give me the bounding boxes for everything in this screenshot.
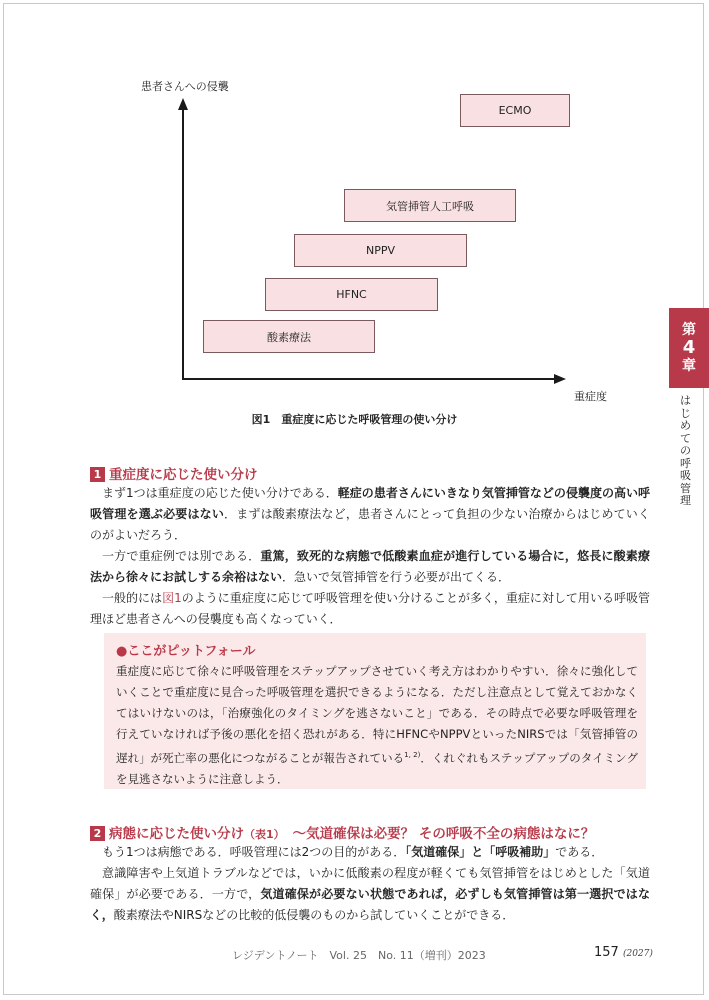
x-axis-arrow-icon <box>554 374 566 384</box>
text-span: もう1つは病態である．呼吸管理には2つの目的がある． <box>102 845 406 859</box>
text-span: 酸素療法やNIRSなどの比較的低侵襲のものから試していくことができる． <box>113 908 515 922</box>
page-number-value: 157 <box>594 945 619 960</box>
section-1-heading <box>90 463 258 483</box>
magazine-info: レジデントノート Vol. 25 No. 11（増刊）2023 <box>232 949 486 962</box>
section-2-heading <box>90 822 594 842</box>
page-number <box>594 945 653 960</box>
section-1-paragraph-3 <box>90 588 650 630</box>
section-1-paragraph-1 <box>90 483 650 546</box>
section-2-title: 病態に応じた使い分け <box>109 826 244 842</box>
figure-x-axis <box>182 378 556 380</box>
text-span: 一方で重症例では別である． <box>102 549 261 563</box>
figure-x-axis-label: 重症度 <box>574 390 607 403</box>
figure-box-intubation: 気管挿管人工呼吸 <box>344 189 516 222</box>
section-2-number: 2 <box>90 826 105 841</box>
chapter-title: はじめての呼吸管理 <box>680 394 691 507</box>
chapter-tab <box>669 308 709 388</box>
figure-y-axis-label: 患者さんへの侵襲 <box>141 80 229 93</box>
text-span: まず1つは重症度の応じた使い分けである． <box>102 486 338 500</box>
section-2-paragraph-1 <box>90 842 650 863</box>
pitfall-box <box>104 633 646 789</box>
section-1-title: 重症度に応じた使い分け <box>109 467 258 483</box>
section-2-subtitle: ～気道確保は必要？ その呼吸不全の病態はなに？ <box>279 826 595 842</box>
section-1-number: 1 <box>90 467 105 482</box>
figure-box-ecmo: ECMO <box>460 94 570 127</box>
section-1-paragraph-2 <box>90 546 650 588</box>
chapter-number: 4 <box>682 337 696 358</box>
figure-1-link[interactable]: 図1 <box>162 591 182 605</box>
figure-y-axis <box>182 108 184 380</box>
page-number-total: (2027) <box>622 949 653 959</box>
reference-superscript[interactable]: 1, 2) <box>404 751 421 759</box>
section-2-paragraph-2 <box>90 863 650 926</box>
chapter-prefix: 第 <box>682 322 696 338</box>
text-span: ．急いで気管挿管を行う必要が出てくる． <box>282 570 511 584</box>
text-bold: 軽症の患者さんにいきなり気管挿管などの侵襲度の高い呼吸管理を選ぶ必要はない <box>90 486 650 521</box>
pitfall-text <box>116 661 638 790</box>
text-span: 重症度に応じて徐々に呼吸管理をステップアップさせていく考え方はわかりやすい．徐々に強化していくことで重症度に見合った呼吸管理を選択できるようになる．ただし注意点として覚えておかなくてはいけないのは，「治療強化のタイミングを逃さないこと」である．その時点で必要な呼吸管理を行えていなければ予後の悪化を招く恐れがある．特にHFNCやNPPVといったNIRSでは「気管挿管の遅れ」が死亡率の悪化につながることが報告されている <box>116 664 638 765</box>
text-bold: 気道確保が必要ない状態であれば，必ずしも気管挿管は第一選択ではなく， <box>90 887 650 922</box>
figure-box-hfnc: HFNC <box>265 278 438 311</box>
text-span: のように重症度に応じて呼吸管理を使い分けることが多く，重症に対して用いる呼吸管理ほど患者さんへの侵襲度も高くなっていく． <box>90 591 650 626</box>
text-span: ．くれぐれもステップアップのタイミングを見逃さないように注意しよう． <box>116 751 638 786</box>
figure-caption: 図1 重症度に応じた呼吸管理の使い分け <box>251 413 458 426</box>
text-span: 意識障害や上気道トラブルなどでは，いかに低酸素の程度が軽くても気管挿管をはじめとした「気道確保」が必要である．一方で， <box>90 866 650 901</box>
text-span: 一般的には <box>102 591 163 605</box>
text-span: である． <box>555 845 604 859</box>
text-span: ．まずは酸素療法など，患者さんにとって負担の少ない治療からはじめていくのがよいだろう． <box>90 507 650 542</box>
figure-box-nppv: NPPV <box>294 234 467 267</box>
chapter-suffix: 章 <box>682 358 696 374</box>
text-bold: 「気道確保」と「呼吸補助」 <box>405 845 556 859</box>
figure-box-oxygen: 酸素療法 <box>203 320 375 353</box>
pitfall-title: ●ここがピットフォール <box>116 644 256 659</box>
text-bold: 重篤，致死的な病態で低酸素血症が進行している場合に，悠長に酸素療法から徐々にお試しする余裕はない <box>90 549 650 584</box>
table-1-link[interactable]: （表1） <box>244 828 280 841</box>
